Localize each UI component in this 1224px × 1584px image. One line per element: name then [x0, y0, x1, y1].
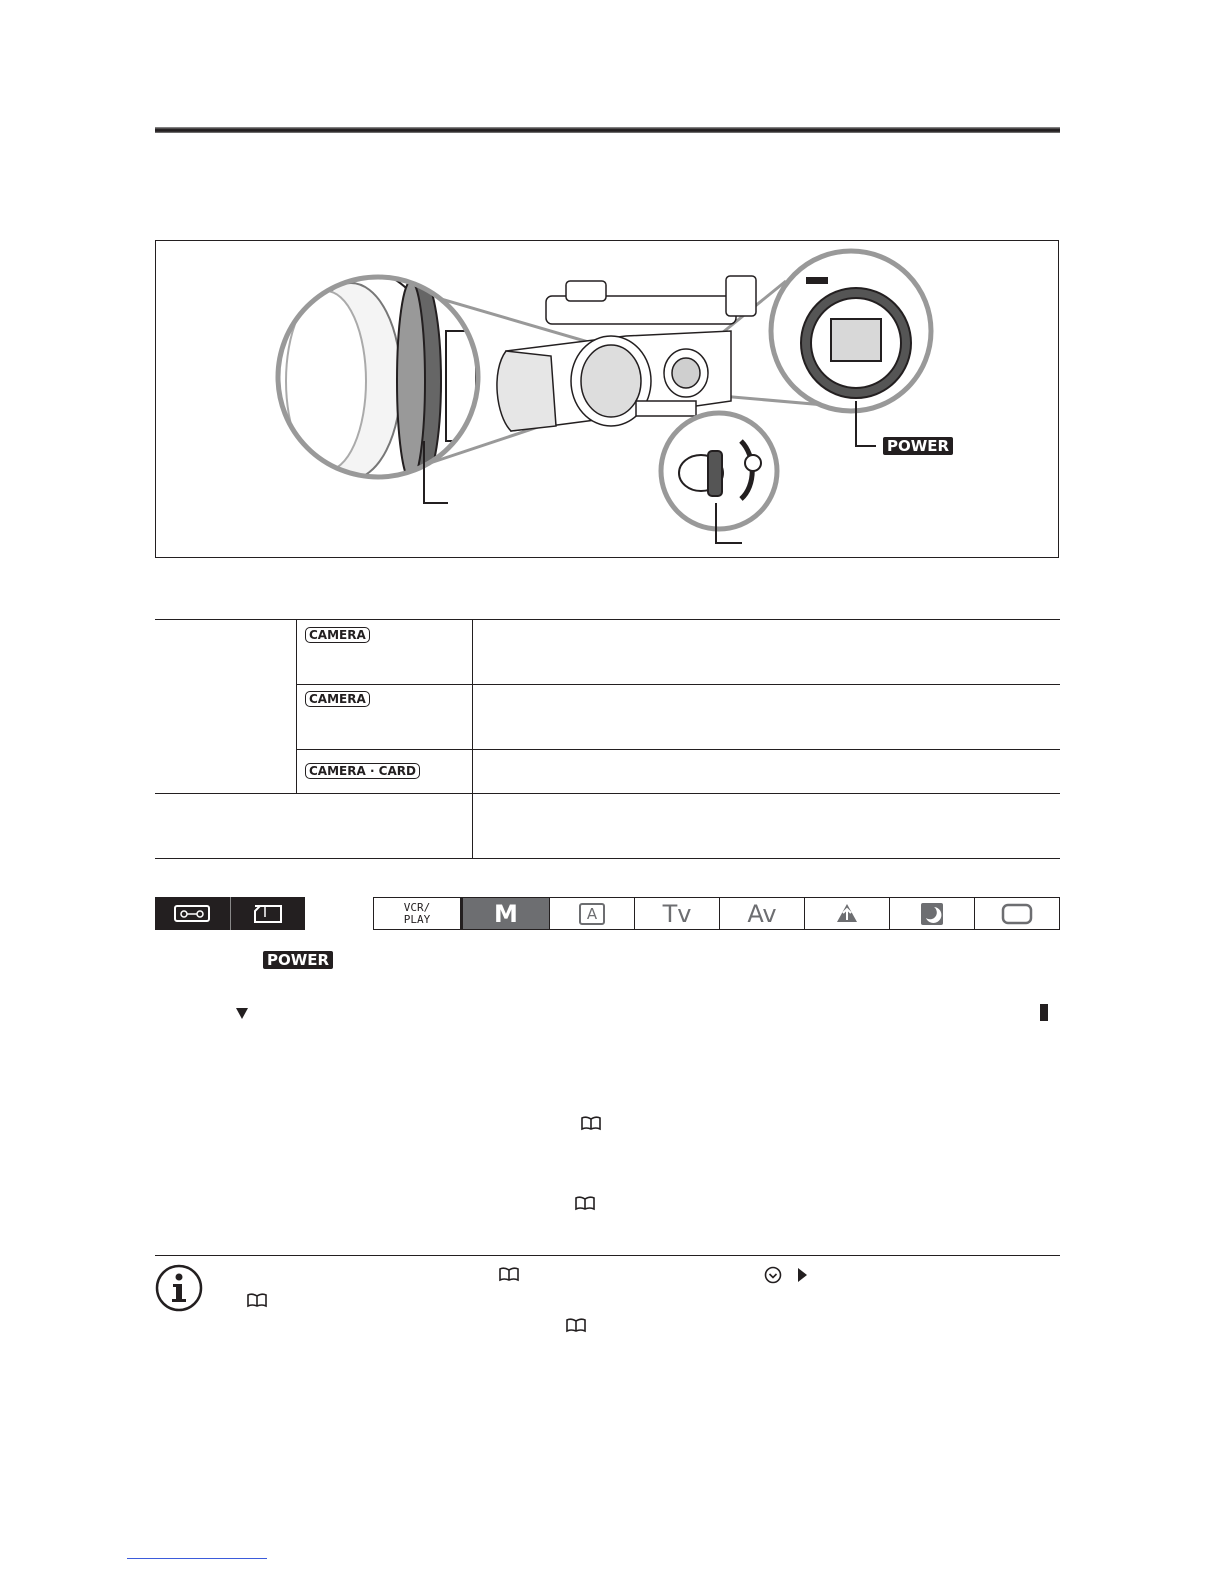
info-icon [155, 1264, 203, 1312]
operating-mode-table [155, 619, 1060, 859]
book-reference-icon [246, 1292, 268, 1308]
card-icon [230, 897, 305, 930]
footer-link-underline[interactable] [127, 1558, 267, 1559]
book-reference-icon [565, 1317, 587, 1333]
power-switch-badge: POWER [263, 951, 333, 969]
bar-indicator-icon [1040, 1004, 1048, 1021]
mode-tv: Tv [634, 898, 719, 929]
leader-lines [424, 401, 876, 543]
camera-mode-badge: CAMERA [305, 691, 370, 707]
spotlight-icon [804, 898, 889, 929]
camcorder-body [497, 276, 756, 431]
mode-manual: M [460, 898, 549, 929]
mode-auto: A [549, 898, 634, 929]
book-reference-icon [498, 1266, 520, 1282]
shooting-mode-bar [373, 897, 1060, 930]
mode-vcr-play: VCR/ PLAY [403, 900, 431, 926]
menu-check-icon [764, 1266, 782, 1284]
power-callout-label: POWER [883, 437, 953, 455]
arrow-right-icon [796, 1267, 808, 1283]
mode-av: Av [719, 898, 804, 929]
book-reference-icon [574, 1195, 596, 1211]
header-rule [155, 127, 1060, 133]
easy-recording-icon [974, 898, 1059, 929]
notes-divider [155, 1255, 1060, 1256]
night-icon [889, 898, 974, 929]
camera-card-mode-badge: CAMERA · CARD [305, 763, 420, 779]
power-closeup [771, 251, 931, 411]
book-reference-icon [580, 1115, 602, 1131]
triangle-down-icon [235, 1006, 249, 1020]
media-indicator [155, 897, 305, 930]
camera-mode-badge: CAMERA [305, 627, 370, 643]
camera-drawing [156, 241, 1060, 559]
tape-icon [155, 897, 229, 930]
dial-closeup [661, 413, 777, 529]
camera-illustration [155, 240, 1059, 558]
